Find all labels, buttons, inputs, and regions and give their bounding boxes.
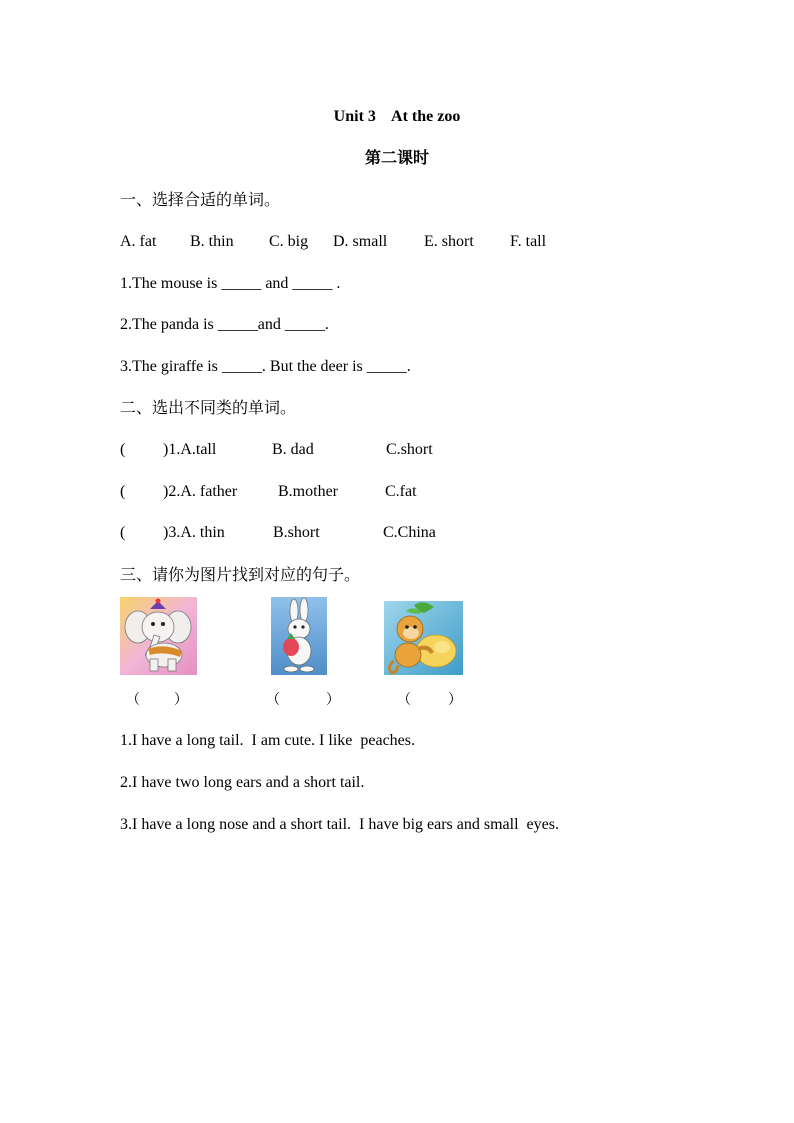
section3-heading: 三、请你为图片找到对应的句子。 (120, 565, 361, 584)
option-b: B. thin (190, 233, 234, 250)
elephant-picture (120, 597, 197, 675)
lesson-subtitle: 第二课时 (364, 148, 429, 167)
option-a: A. fat (120, 233, 157, 250)
page-title: Unit 3 At the zoo (333, 108, 461, 125)
fill-item-2: 2.The panda is _____and _____. (120, 316, 329, 333)
section1-heading: 一、选择合适的单词。 (120, 190, 281, 209)
sentence-2: 2.I have two long ears and a short tail. (120, 774, 365, 791)
row3-paren: ( (120, 524, 126, 541)
monkey-icon (384, 601, 463, 675)
row1-option-c: C.short (386, 441, 433, 458)
sentence-3: 3.I have a long nose and a short tail. I have big ears and small eyes. (120, 816, 559, 833)
row2-option-b: B.mother (278, 483, 338, 500)
answer-bracket-open-3: （ (397, 692, 411, 708)
option-d: D. small (333, 233, 388, 250)
rabbit-picture (271, 597, 327, 675)
answer-bracket-close-2: ） (326, 692, 340, 708)
fill-item-1: 1.The mouse is _____ and _____ . (120, 275, 341, 292)
fill-item-3: 3.The giraffe is _____. But the deer is _____. (120, 358, 411, 375)
elephant-icon (120, 597, 197, 675)
row1-paren: ( (120, 441, 126, 458)
option-f: F. tall (510, 233, 547, 250)
section2-heading: 二、选出不同类的单词。 (120, 398, 297, 417)
monkey-picture (384, 601, 463, 675)
answer-bracket-close-1: ） (174, 692, 188, 708)
rabbit-icon (271, 597, 327, 675)
option-c: C. big (269, 233, 309, 250)
row1-option-a: )1.A.tall (163, 441, 217, 458)
sentence-1: 1.I have a long tail. I am cute. I like peaches. (120, 732, 415, 749)
row2-paren: ( (120, 483, 126, 500)
row3-option-c: C.China (383, 524, 436, 541)
option-e: E. short (424, 233, 474, 250)
row2-option-a: )2.A. father (163, 483, 238, 500)
answer-bracket-open-1: （ (126, 692, 140, 708)
answer-bracket-open-2: （ (266, 692, 280, 708)
row2-option-c: C.fat (385, 483, 417, 500)
answer-bracket-close-3: ） (448, 692, 462, 708)
row3-option-a: )3.A. thin (163, 524, 225, 541)
row1-option-b: B. dad (272, 441, 314, 458)
row3-option-b: B.short (273, 524, 320, 541)
